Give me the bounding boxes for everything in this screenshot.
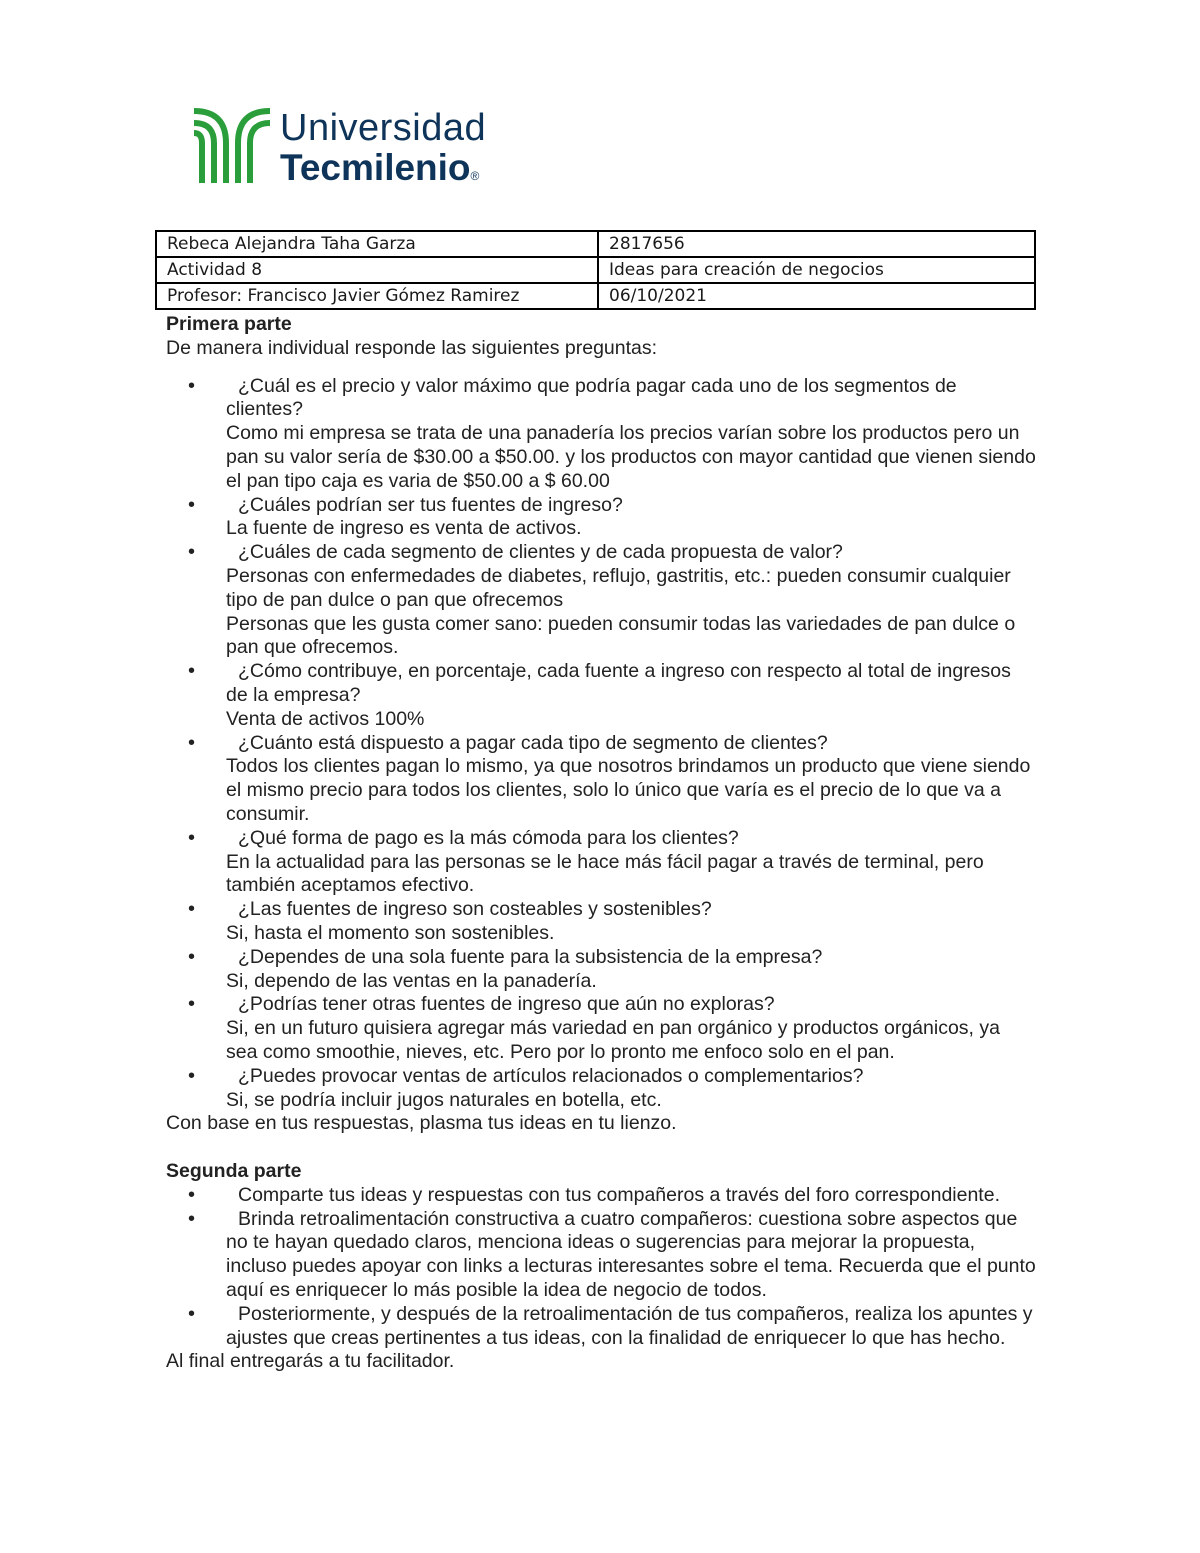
student-info-table <box>155 230 1036 310</box>
question-text: ¿Podrías tener otras fuentes de ingreso que aún no exploras? <box>238 993 775 1016</box>
question-item <box>166 732 1036 827</box>
instruction-item <box>166 1303 1036 1351</box>
part1-closing: Con base en tus respuestas, plasma tus ideas en tu lienzo. <box>166 1112 677 1135</box>
question-item <box>166 993 1036 1064</box>
registered-mark: ® <box>470 169 480 183</box>
answer-text: Todos los clientes pagan lo mismo, ya que nosotros brindamos un producto que viene siendo el mismo precio para todos los clientes, solo lo único que varía es el precio de lo que va a consumir. <box>226 755 1031 825</box>
question-item <box>166 660 1036 731</box>
answer-text: En la actualidad para las personas se le hace más fácil pagar a través de terminal, pero también aceptamos efectivo. <box>226 850 984 897</box>
info-cell-label: Actividad 8 <box>156 257 598 283</box>
instruction-text: Brinda retroalimentación constructiva a cuatro compañeros: cuestiona sobre aspectos que no te hayan quedado claros, menciona ideas o sugerencias para mejorar la propuesta, incluso puedes apoyar con links a lecturas interesantes sobre el tema. Recuerda que el punto aquí es enriquecer lo más posible la idea de negocio de todos. <box>226 1207 1036 1302</box>
question-item <box>166 827 1036 898</box>
answer-text: Si, hasta el momento son sostenibles. <box>226 921 555 944</box>
info-row <box>156 283 1035 309</box>
university-logo <box>192 103 492 187</box>
bullet-icon: • <box>188 493 196 516</box>
question-text: ¿Cómo contribuye, en porcentaje, cada fuente a ingreso con respecto al total de ingresos de la empresa? <box>226 660 1011 706</box>
info-cell-label: Profesor: Francisco Javier Gómez Ramirez <box>156 283 598 309</box>
bullet-icon: • <box>188 993 196 1016</box>
part2-closing: Al final entregarás a tu facilitador. <box>166 1350 455 1373</box>
answer-text: Personas con enfermedades de diabetes, reflujo, gastritis, etc.: pueden consumir cualquier tipo de pan dulce o pan que ofrecemos <box>226 564 1011 611</box>
answer-text: Si, dependo de las ventas en la panadería. <box>226 969 597 992</box>
question-item <box>166 541 1036 660</box>
question-item <box>166 1065 1036 1113</box>
info-cell-value: 2817656 <box>598 231 1035 257</box>
question-text: ¿Las fuentes de ingreso son costeables y sostenibles? <box>238 898 712 921</box>
bullet-icon: • <box>188 1183 196 1206</box>
question-text: ¿Dependes de una sola fuente para la subsistencia de la empresa? <box>238 945 823 968</box>
info-cell-label: Rebeca Alejandra Taha Garza <box>156 231 598 257</box>
answer-text: Venta de activos 100% <box>226 707 425 730</box>
bullet-icon: • <box>188 1064 196 1087</box>
info-cell-value: 06/10/2021 <box>598 283 1035 309</box>
answer-text: Si, en un futuro quisiera agregar más variedad en pan orgánico y productos orgánicos, ya sea como smoothie, nieves, etc. Pero por lo pronto me enfoco solo en el pan. <box>226 1017 1000 1063</box>
bullet-icon: • <box>188 898 196 921</box>
question-text: ¿Puedes provocar ventas de artículos relacionados o complementarios? <box>238 1064 864 1087</box>
bullet-icon: • <box>188 541 196 564</box>
answer-text: Si, se podría incluir jugos naturales en botella, etc. <box>226 1088 662 1111</box>
instruction-text: Comparte tus ideas y respuestas con tus compañeros a través del foro correspondiente. <box>238 1183 1000 1206</box>
part1-intro: De manera individual responde las siguientes preguntas: <box>166 336 658 359</box>
logo-wordmark-line1: Universidad <box>280 107 487 149</box>
bullet-icon: • <box>188 1207 196 1230</box>
part2-instruction-list <box>166 1184 1036 1351</box>
bullet-icon: • <box>188 826 196 849</box>
bullet-icon: • <box>188 374 196 397</box>
question-item <box>166 375 1036 494</box>
question-item <box>166 494 1036 542</box>
question-text: ¿Cuánto está dispuesto a pagar cada tipo de segmento de clientes? <box>238 731 828 754</box>
bullet-icon: • <box>188 945 196 968</box>
info-row <box>156 231 1035 257</box>
part1-title: Primera parte <box>166 313 292 335</box>
bullet-icon: • <box>188 1302 196 1325</box>
answer-text: La fuente de ingreso es venta de activos. <box>226 517 582 540</box>
part1-question-list <box>166 375 1036 1113</box>
info-row <box>156 257 1035 283</box>
info-cell-value: Ideas para creación de negocios <box>598 257 1035 283</box>
answer-text: Personas que les gusta comer sano: pueden consumir todas las variedades de pan dulce o pan que ofrecemos. <box>226 612 1016 659</box>
instruction-item <box>166 1208 1036 1303</box>
question-text: ¿Cuáles podrían ser tus fuentes de ingreso? <box>238 493 623 516</box>
question-text: ¿Qué forma de pago es la más cómoda para los clientes? <box>238 826 739 849</box>
bullet-icon: • <box>188 660 196 683</box>
tecmilenio-emblem-icon <box>192 103 272 187</box>
bullet-icon: • <box>188 731 196 754</box>
document-body <box>166 313 1036 1374</box>
logo-wordmark-line2: Tecmilenio® <box>280 147 480 188</box>
instruction-item <box>166 1184 1036 1208</box>
question-text: ¿Cuál es el precio y valor máximo que podría pagar cada uno de los segmentos de clientes? <box>226 374 957 421</box>
instruction-text: Posteriormente, y después de la retroalimentación de tus compañeros, realiza los apuntes y ajustes que creas pertinentes a tus ideas, con la finalidad de enriquecer lo que has hecho. <box>226 1302 1033 1349</box>
question-item <box>166 898 1036 946</box>
question-text: ¿Cuáles de cada segmento de clientes y de cada propuesta de valor? <box>238 541 843 564</box>
question-item <box>166 946 1036 994</box>
part2-title: Segunda parte <box>166 1160 302 1183</box>
answer-text: Como mi empresa se trata de una panadería los precios varían sobre los productos pero un pan su valor sería de $30.00 a $50.00. y los productos con mayor cantidad que vienen siendo el pan tipo caja es varia de $50.00 a $ 60.00 <box>226 422 1036 492</box>
